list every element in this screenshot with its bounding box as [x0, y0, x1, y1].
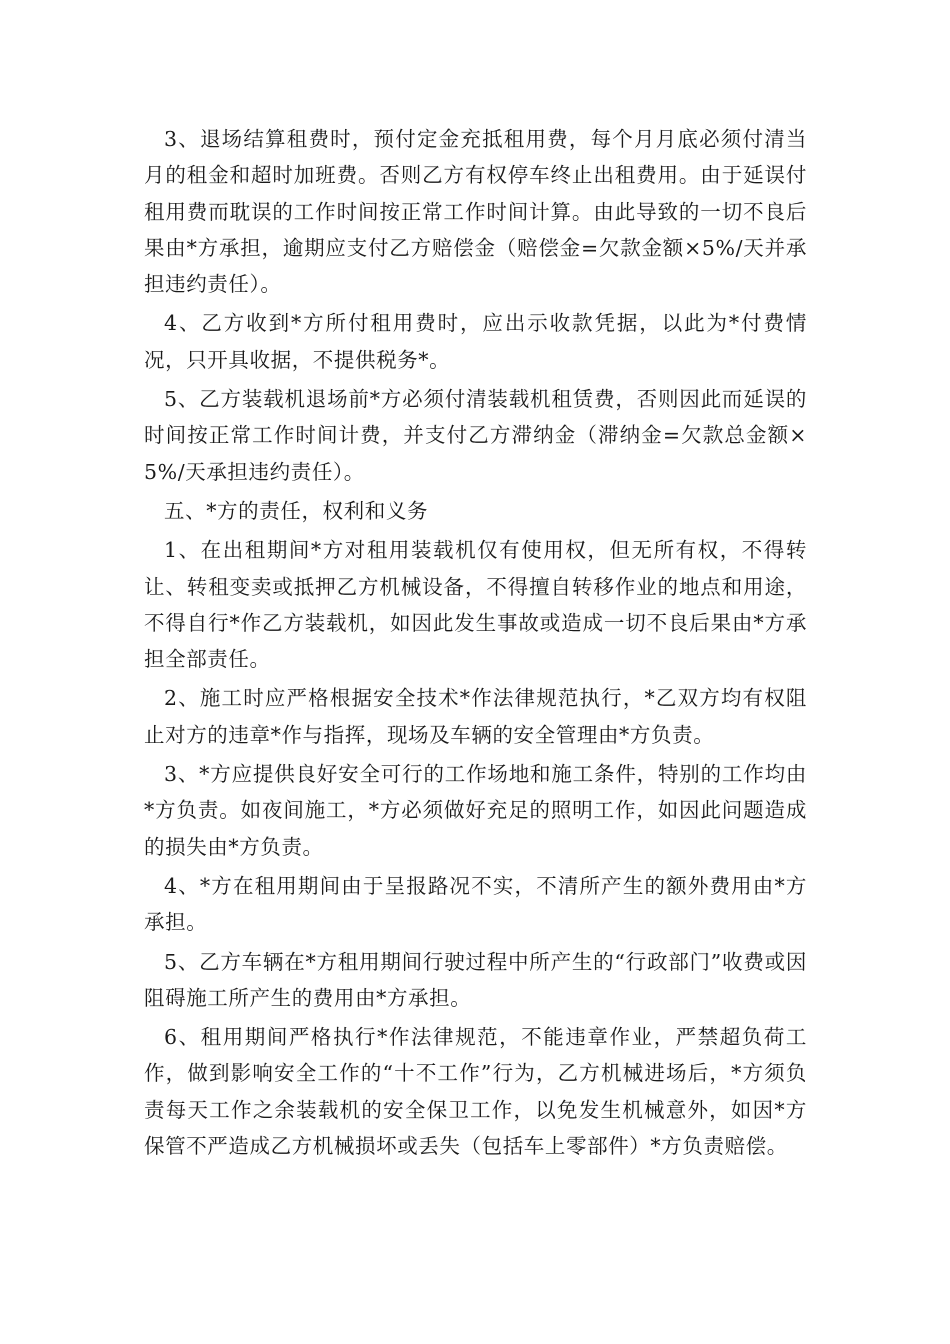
paragraph-safety-rules: 2、施工时应严格根据安全技术*作法律规范执行，*乙双方均有权阻止对方的违章*作与指挥，现场及车辆的安全管理由*方负责。	[144, 686, 807, 747]
paragraph-receipt: 4、乙方收到*方所付租用费时，应出示收款凭据，以此为*付费情况，只开具收据，不提供税务*。	[144, 311, 807, 372]
paragraph-admin-fees: 5、乙方车辆在*方租用期间行驶过程中所产生的“行政部门”收费或因阻碍施工所产生的费用由*方承担。	[144, 949, 807, 1010]
paragraph-usage-rights: 1、在出租期间*方对租用装载机仅有使用权，但无所有权，不得转让、转租变卖或抵押乙方机械设备，不得擅自转移作业的地点和用途，不得自行*作乙方装载机，如因此发生事故或造成一切不良后果由*方承担全部责任。	[144, 538, 807, 672]
paragraph-operation-norms: 6、租用期间严格执行*作法律规范，不能违章作业，严禁超负荷工作，做到影响安全工作的“十不工作”行为，乙方机械进场后，*方须负责每天工作之余装载机的安全保卫工作，以免发生机械意外，如因*方保管不严造成乙方机械损坏或丢失（包括车上零部件）*方负责赔偿。	[144, 1025, 807, 1159]
section-heading-responsibilities: 五、*方的责任，权利和义务	[164, 498, 429, 523]
paragraph-late-fee: 5、乙方装载机退场前*方必须付清装载机租赁费，否则因此而延误的时间按正常工作时间计费，并支付乙方滞纳金（滞纳金=欠款总金额×5%/天承担违约责任）。	[144, 387, 807, 484]
paragraph-site-conditions: 3、*方应提供良好安全可行的工作场地和施工条件，特别的工作均由*方负责。如夜间施工，*方必须做好充足的照明工作，如因此问题造成的损失由*方负责。	[144, 762, 807, 859]
paragraph-road-report: 4、*方在租用期间由于呈报路况不实，不清所产生的额外费用由*方承担。	[144, 873, 807, 935]
paragraph-settlement-rent: 3、退场结算租费时，预付定金充抵租用费，每个月月底必须付清当月的租金和超时加班费。否则乙方有权停车终止出租费用。由于延误付租用费而耽误的工作时间按正常工作时间计算。由此导致的一切不良后果由*方承担，逾期应支付乙方赔偿金（赔偿金=欠款金额×5%/天并承担违约责任）。	[144, 127, 807, 297]
